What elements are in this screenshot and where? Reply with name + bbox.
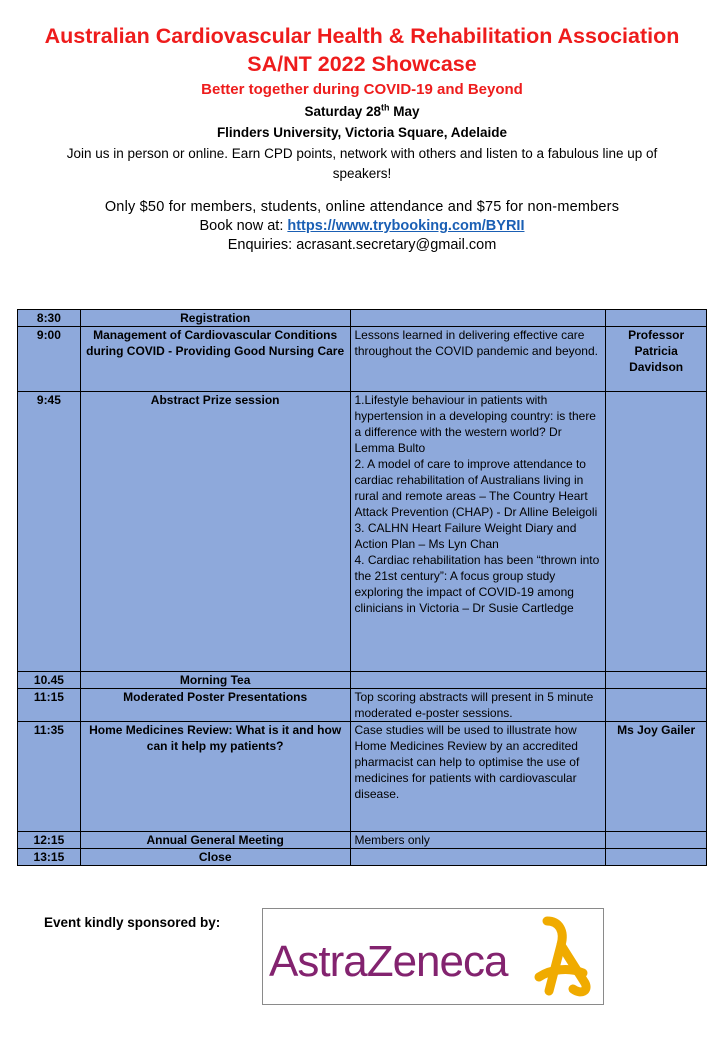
event-date-month: May xyxy=(389,104,420,119)
schedule-row xyxy=(18,392,707,672)
schedule-time: 8:30 xyxy=(18,310,81,327)
event-venue: Flinders University, Victoria Square, Adelaide xyxy=(216,125,508,140)
schedule-body xyxy=(18,310,707,866)
event-title: Australian Cardiovascular Health & Rehabilitation Association SA/NT 2022 Showcase xyxy=(44,24,680,76)
event-intro: Join us in person or online. Earn CPD points, network with others and listen to a fabulous line up of speakers! xyxy=(66,146,658,181)
event-header xyxy=(0,22,724,255)
schedule-row xyxy=(18,722,707,832)
schedule-description xyxy=(350,672,606,689)
logo-text: AstraZeneca xyxy=(269,937,508,986)
schedule-description: Lessons learned in delivering effective care throughout the COVID pandemic and beyond. xyxy=(350,327,606,392)
event-date xyxy=(0,102,724,122)
schedule-table xyxy=(17,309,707,866)
schedule-speaker xyxy=(606,672,707,689)
schedule-description: Members only xyxy=(350,832,606,849)
sponsor-logo xyxy=(262,908,604,1005)
schedule-speaker xyxy=(606,832,707,849)
schedule-speaker xyxy=(606,392,707,672)
schedule-time: 12:15 xyxy=(18,832,81,849)
schedule-time: 11:35 xyxy=(18,722,81,832)
schedule-session: Abstract Prize session xyxy=(80,392,350,672)
schedule-time: 9:45 xyxy=(18,392,81,672)
schedule-session: Close xyxy=(80,849,350,866)
schedule-speaker xyxy=(606,849,707,866)
schedule-description: 1.Lifestyle behaviour in patients with hypertension in a developing country: is there a difference with the western world? Dr Lemma Bulto 2. A model of care to improve attendance to cardiac rehabilitation of Australians living in rural and remote areas – The Country Heart Attack Prevention (CHAP) - Dr Alline Beleigoli 3. CALHN Heart Failure Weight Diary and Action Plan – Ms Lyn Chan 4. Cardiac rehabilitation has been “thrown into the 21st century”: A focus group study exploring the impact of COVID-19 among clinicians in Victoria – Dr Susie Cartledge xyxy=(350,392,606,672)
schedule-speaker xyxy=(606,310,707,327)
schedule-time: 9:00 xyxy=(18,327,81,392)
schedule-row xyxy=(18,849,707,866)
booking-line xyxy=(0,217,724,236)
event-pricing: Only $50 for members, students, online attendance and $75 for non-members xyxy=(104,199,620,215)
schedule-session: Management of Cardiovascular Conditions during COVID - Providing Good Nursing Care xyxy=(80,327,350,392)
schedule-row xyxy=(18,832,707,849)
schedule-speaker xyxy=(606,689,707,722)
schedule-time: 11:15 xyxy=(18,689,81,722)
sponsor-label: Event kindly sponsored by: xyxy=(44,915,221,930)
booking-link[interactable]: https://www.trybooking.com/BYRII xyxy=(287,218,525,234)
booking-prefix: Book now at: xyxy=(199,218,288,234)
astrazeneca-wordmark xyxy=(269,937,507,987)
schedule-session: Moderated Poster Presentations xyxy=(80,689,350,722)
schedule-row xyxy=(18,310,707,327)
schedule-session: Annual General Meeting xyxy=(80,832,350,849)
schedule-description: Case studies will be used to illustrate how Home Medicines Review by an accredited pharmacist can help to optimise the use of medicines for patients with cardiovascular disease. xyxy=(350,722,606,832)
schedule-session: Registration xyxy=(80,310,350,327)
schedule-row xyxy=(18,672,707,689)
schedule-session: Morning Tea xyxy=(80,672,350,689)
enquiries-line: Enquiries: acrasant.secretary@gmail.com xyxy=(227,237,497,253)
event-date-suffix: th xyxy=(381,102,390,113)
schedule-description xyxy=(350,310,606,327)
event-subtitle: Better together during COVID-19 and Beyond xyxy=(201,81,523,98)
schedule-row xyxy=(18,327,707,392)
event-date-day: Saturday 28 xyxy=(304,104,382,119)
astrazeneca-symbol-icon xyxy=(525,911,597,1001)
schedule-time: 13:15 xyxy=(18,849,81,866)
schedule-description xyxy=(350,849,606,866)
schedule-session: Home Medicines Review: What is it and how can it help my patients? xyxy=(80,722,350,832)
schedule-time: 10.45 xyxy=(18,672,81,689)
schedule-row xyxy=(18,689,707,722)
schedule-speaker: Ms Joy Gailer xyxy=(606,722,707,832)
schedule-description: Top scoring abstracts will present in 5 minute moderated e-poster sessions. xyxy=(350,689,606,722)
schedule-speaker: Professor Patricia Davidson xyxy=(606,327,707,392)
